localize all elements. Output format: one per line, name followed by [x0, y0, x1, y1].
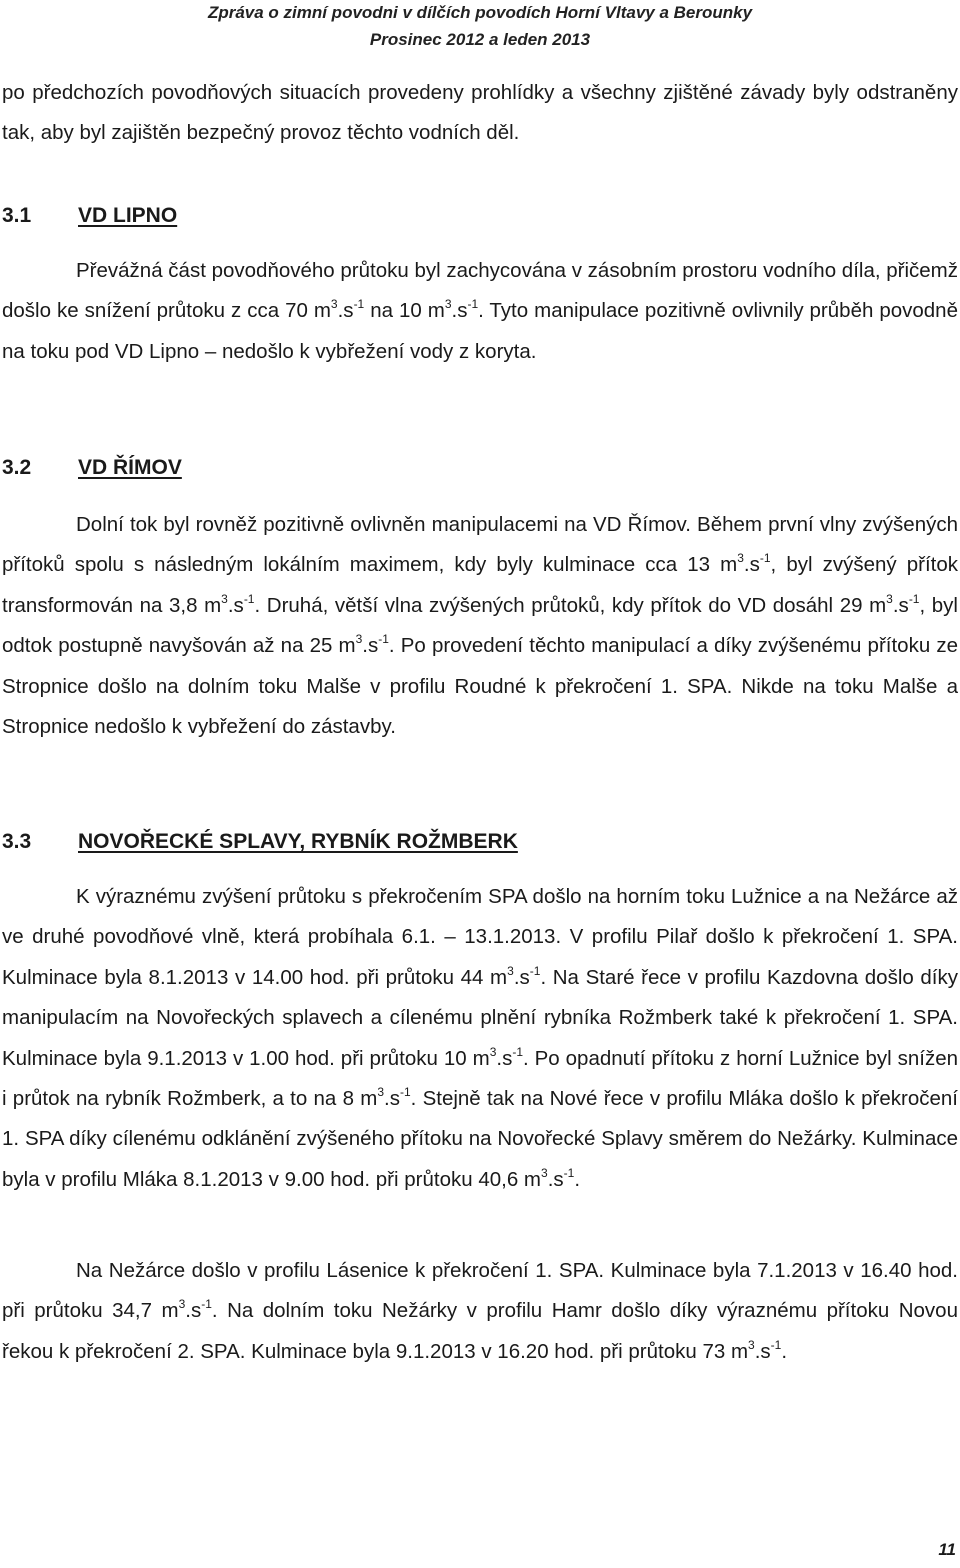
- intro-paragraph: po předchozích povodňových situacích provedeny prohlídky a všechny zjištěné závady byly odstraněny tak, aby byl zajištěn bezpečný provoz těchto vodních děl.: [2, 81, 958, 145]
- section-3-3-paragraph-2: Na Nežárce došlo v profilu Lásenice k překročení 1. SPA. Kulminace byla 7.1.2013 v 16.40 hod. při průtoku 34,7 $m^3.s^{-1}$. Na dolním toku Nežárky v profilu Hamr došlo díky výraznému přítoku Novou řekou k překročení 2. SPA. Kulminace byla 9.1.2013 v 16.20 hod. při průtoku 73 $m^3.s^{-1}$.: [2, 1259, 958, 1363]
- section-heading-3-2: 3.2 VD ŘÍMOV: [2, 456, 182, 479]
- section-heading-3-3: 3.3 NOVOŘECKÉ SPLAVY, RYBNÍK ROŽMBERK: [2, 830, 518, 853]
- section-3-2-paragraph: Dolní tok byl rovněž pozitivně ovlivněn manipulacemi na VD Římov. Během první vlny zvýšených přítoků spolu s následným lokálním maximem, kdy byly kulminace cca 13 $m^3.s^{-1}$, byl zvýšený přítok transformován na 3,8 $m^3.s^{-1}$. Druhá, větší vlna zvýšených průtoků, kdy přítok do VD dosáhl 29 $m^3.s^{-1}$, byl odtok postupně navyšován až na 25 $m^3.s^{-1}$. Po provedení těchto manipulací a díky zvýšenému přítoku ze Stropnice došlo na dolním toku Malše v profilu Roudné k překročení 1. SPA. Nikde na toku Malše a Stropnice nedošlo k vybřežení do zástavby.: [2, 513, 959, 739]
- section-3-3-paragraph-1: K výraznému zvýšení průtoku s překročením SPA došlo na horním toku Lužnice a na Nežárce až ve druhé povodňové vlně, která probíhala 6.1. – 13.1.2013. V profilu Pilař došlo k překročení 1. SPA. Kulminace byla 8.1.2013 v 14.00 hod. při průtoku 44 $m^3.s^{-1}$. Na Staré řece v profilu Kazdovna došlo díky manipulacím na Novořeckých splavech a cílenému plnění rybníka Rožmberk také k překročení 1. SPA. Kulminace byla 9.1.2013 v 1.00 hod. při průtoku 10 $m^3.s^{-1}$. Po opadnutí přítoku z horní Lužnice byl snížen i průtok na rybník Rožmberk, a to na 8 $m^3.s^{-1}$. Stejně tak na Nové řece v profilu Mláka došlo k překročení 1. SPA díky cílenému odklánění zvýšeného přítoku na Novořecké Splavy směrem do Nežárky. Kulminace byla v profilu Mláka 8.1.2013 v 9.00 hod. při průtoku 40,6 $m^3.s^{-1}$.: [2, 885, 959, 1191]
- page-number: 11: [938, 1540, 956, 1559]
- section-heading-3-1: 3.1 VD LIPNO: [2, 204, 178, 227]
- document-header-title: Zpráva o zimní povodni v dílčích povodích Horní Vltavy a Berounky: [207, 3, 753, 22]
- document-header-date: Prosinec 2012 a leden 2013: [369, 30, 591, 49]
- section-3-1-paragraph: Převážná část povodňového průtoku byl zachycována v zásobním prostoru vodního díla, přičemž došlo ke snížení průtoku z cca 70 $m^3.s^{-1}$ na 10 $m^3.s^{-1}$. Tyto manipulace pozitivně ovlivnily průběh povodně na toku pod VD Lipno – nedošlo k vybřežení vody z koryta.: [2, 259, 958, 363]
